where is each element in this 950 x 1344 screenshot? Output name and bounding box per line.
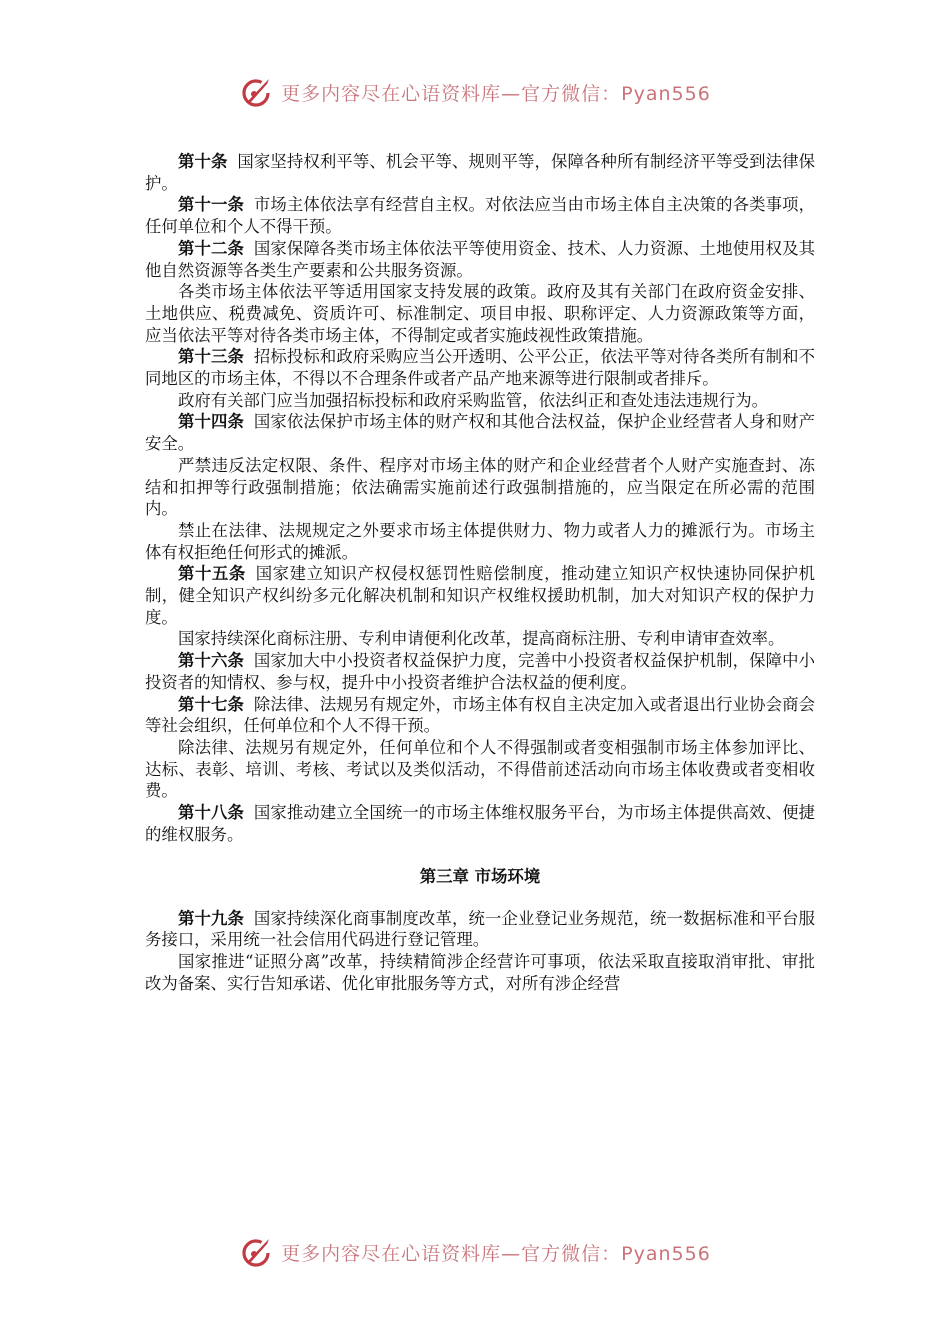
article-text: 国家推动建立全国统一的市场主体维权服务平台，为市场主体提供高效、便捷的维权服务。 bbox=[145, 803, 815, 844]
article-number: 第十条 bbox=[178, 152, 228, 171]
article-paragraph bbox=[145, 951, 815, 994]
chapter-title: 第三章 市场环境 bbox=[419, 866, 541, 886]
article-text: 国家保障各类市场主体依法平等使用资金、技术、人力资源、土地使用权及其他自然资源等各类生产要素和公共服务资源。 bbox=[145, 238, 815, 280]
document-body bbox=[145, 151, 815, 994]
watermark-banner-bottom bbox=[0, 1232, 950, 1272]
article-text: 国家加大中小投资者权益保护力度，完善中小投资者权益保护机制，保障中小投资者的知情权、参与权，提升中小投资者维护合法权益的便利度。 bbox=[145, 651, 815, 692]
article-number: 第十二条 bbox=[178, 238, 245, 258]
article-text: 市场主体依法享有经营自主权。对依法应当由市场主体自主决策的各类事项，任何单位和个人不得干预。 bbox=[145, 195, 815, 237]
brush-logo-icon bbox=[239, 1234, 275, 1270]
article-text: 招标投标和政府采购应当公开透明、公平公正，依法平等对待各类所有制和不同地区的市场主体，不得以不合理条件或者产品产地来源等进行限制或者排斥。 bbox=[145, 347, 815, 389]
article-number: 第十五条 bbox=[178, 564, 246, 584]
article-paragraph bbox=[145, 194, 815, 237]
article-paragraph bbox=[145, 151, 815, 194]
article-text: 各类市场主体依法平等适用国家支持发展的政策。政府及其有关部门在政府资金安排、土地供应、税费减免、资质许可、标准制定、项目申报、职称评定、人力资源政策等方面，应当依法平等对待各类市场主体，不得制定或者实施歧视性政策措施。 bbox=[145, 282, 815, 345]
watermark-text-bottom: 更多内容尽在心语资料库—官方微信：Pyan556 bbox=[281, 1242, 711, 1265]
article-text: 禁止在法律、法规规定之外要求市场主体提供财力、物力或者人力的摊派行为。市场主体有权拒绝任何形式的摊派。 bbox=[145, 520, 815, 562]
brush-logo-icon bbox=[239, 74, 275, 110]
watermark-banner-top bbox=[0, 72, 950, 112]
article-paragraph bbox=[145, 411, 815, 454]
article-number: 第十九条 bbox=[178, 908, 245, 928]
article-number: 第十一条 bbox=[178, 195, 245, 215]
article-text: 国家建立知识产权侵权惩罚性赔偿制度，推动建立知识产权快速协同保护机制，健全知识产权纠纷多元化解决机制和知识产权维权援助机制，加大对知识产权的保护力度。 bbox=[145, 564, 816, 627]
article-paragraph bbox=[145, 628, 815, 650]
article-paragraph bbox=[145, 455, 815, 520]
article-text: 除法律、法规另有规定外，任何单位和个人不得强制或者变相强制市场主体参加评比、达标、表彰、培训、考核、考试以及类似活动，不得借前述活动向市场主体收费或者变相收费。 bbox=[145, 737, 815, 801]
article-paragraph bbox=[145, 346, 815, 389]
article-text: 严禁违反法定权限、条件、程序对市场主体的财产和企业经营者个人财产实施查封、冻结和扣押等行政强制措施；依法确需实施前述行政强制措施的，应当限定在所必需的范围内。 bbox=[145, 455, 815, 519]
watermark-text-top: 更多内容尽在心语资料库—官方微信：Pyan556 bbox=[281, 82, 711, 105]
article-number: 第十八条 bbox=[178, 803, 245, 823]
article-text: 政府有关部门应当加强招标投标和政府采购监管，依法纠正和查处违法违规行为。 bbox=[178, 390, 769, 410]
article-text: 国家持续深化商标注册、专利申请便利化改革，提高商标注册、专利申请审查效率。 bbox=[178, 629, 785, 649]
article-text: 国家推进“证照分离”改革，持续精简涉企经营许可事项，依法采取直接取消审批、审批改为备案、实行告知承诺、优化审批服务等方式，对所有涉企经营 bbox=[145, 951, 815, 993]
article-paragraph bbox=[145, 563, 815, 628]
article-paragraph bbox=[145, 520, 815, 563]
article-paragraph bbox=[145, 650, 815, 693]
article-text: 除法律、法规另有规定外，市场主体有权自主决定加入或者退出行业协会商会等社会组织，任何单位和个人不得干预。 bbox=[145, 694, 815, 736]
article-text: 国家依法保护市场主体的财产权和其他合法权益，保护企业经营者人身和财产安全。 bbox=[145, 412, 815, 454]
articles-section-1 bbox=[145, 151, 815, 846]
article-paragraph bbox=[145, 238, 815, 281]
article-text: 国家坚持权利平等、机会平等、规则平等，保障各种所有制经济平等受到法律保护。 bbox=[145, 152, 816, 193]
article-number: 第十七条 bbox=[178, 694, 245, 714]
article-paragraph bbox=[145, 390, 815, 412]
articles-section-2 bbox=[145, 908, 815, 995]
article-paragraph bbox=[145, 281, 815, 346]
article-number: 第十四条 bbox=[178, 412, 245, 432]
article-paragraph bbox=[145, 908, 815, 951]
article-paragraph bbox=[145, 694, 815, 737]
article-paragraph bbox=[145, 802, 815, 845]
article-text: 国家持续深化商事制度改革，统一企业登记业务规范，统一数据标准和平台服务接口，采用统一社会信用代码进行登记管理。 bbox=[145, 908, 815, 950]
article-number: 第十三条 bbox=[178, 347, 245, 367]
article-number: 第十六条 bbox=[178, 651, 245, 671]
article-paragraph bbox=[145, 737, 815, 802]
